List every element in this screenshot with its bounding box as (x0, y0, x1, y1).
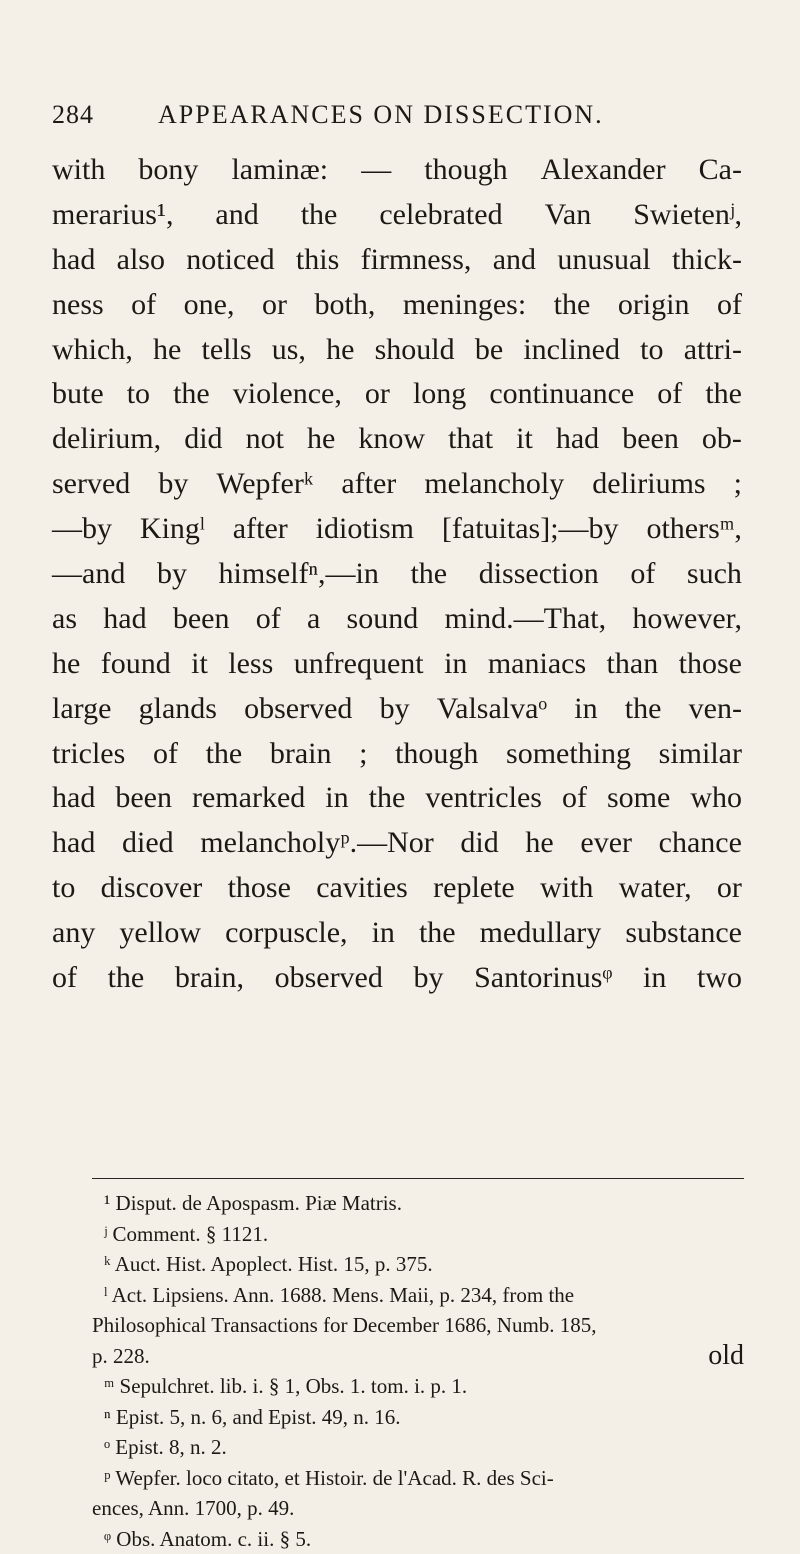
word: after (341, 462, 396, 507)
word: in (444, 642, 467, 687)
footnote: ᵒ Epist. 8, n. 2. (92, 1432, 744, 1463)
word: some (607, 776, 670, 821)
word: ; (734, 462, 742, 507)
body-line (52, 328, 742, 373)
word: observed (244, 687, 352, 732)
word: this (296, 238, 339, 283)
word: mind.—That, (444, 597, 606, 642)
word: celebrated (379, 193, 502, 238)
word: sound (347, 597, 419, 642)
footnotes (92, 1188, 744, 1554)
word: ob- (702, 417, 742, 462)
word: deliriums (592, 462, 705, 507)
footnote: ¹ Disput. de Apospasm. Piæ Matris. (92, 1188, 744, 1219)
word: water, (619, 866, 692, 911)
word: Santorinusᵠ (474, 956, 612, 1001)
word: any (52, 911, 95, 956)
word: tricles (52, 732, 125, 777)
word: the (554, 283, 591, 328)
word: —and (52, 552, 125, 597)
word: to (127, 372, 150, 417)
word: the (301, 193, 338, 238)
word: continuance (489, 372, 634, 417)
word: he (326, 328, 354, 373)
word: it (516, 417, 533, 462)
word: melancholy (424, 462, 564, 507)
word: dissection (479, 552, 599, 597)
word: and (493, 238, 536, 283)
word: those (228, 866, 291, 911)
word: he (307, 417, 335, 462)
word: violence, (233, 372, 342, 417)
word: the (206, 732, 243, 777)
footnote: ᵏ Auct. Hist. Apoplect. Hist. 15, p. 375. (92, 1249, 744, 1280)
word: glands (139, 687, 217, 732)
word: had (103, 597, 146, 642)
word: the (410, 552, 447, 597)
word: large (52, 687, 111, 732)
word: Van (545, 193, 592, 238)
word: he (52, 642, 80, 687)
word: the (419, 911, 456, 956)
body-line (52, 552, 742, 597)
word: had (556, 417, 599, 462)
word: such (687, 552, 742, 597)
body-line (52, 911, 742, 956)
word: brain, (175, 956, 244, 1001)
word: Valsalvaᵒ (437, 687, 547, 732)
body-line (52, 193, 742, 238)
word: of (256, 597, 281, 642)
footnote: ˡ Act. Lipsiens. Ann. 1688. Mens. Maii, p. 234, from the (92, 1280, 744, 1311)
word: by (380, 687, 410, 732)
word: —by (52, 507, 112, 552)
word: in (643, 956, 666, 1001)
word: something (506, 732, 631, 777)
word: one, (184, 283, 235, 328)
word: replete (433, 866, 515, 911)
word: also (117, 238, 165, 283)
word: thick- (672, 238, 742, 283)
word: Wepferᵏ (216, 462, 313, 507)
page-number: 284 (52, 100, 100, 130)
word: attri- (684, 328, 742, 373)
word: the (173, 372, 210, 417)
word: long (413, 372, 466, 417)
word: tells (202, 328, 252, 373)
word: of (717, 283, 742, 328)
word: Swietenʲ, (633, 193, 742, 238)
word: be (475, 328, 503, 373)
body-line (52, 238, 742, 283)
word: by (157, 552, 187, 597)
word: ever (580, 821, 632, 866)
word: of (630, 552, 655, 597)
word: it (191, 642, 208, 687)
word: the (108, 956, 145, 1001)
word: that (448, 417, 493, 462)
word: Alexander (541, 148, 666, 193)
word: or (365, 372, 390, 417)
word: who (690, 776, 742, 821)
word: maniacs (488, 642, 586, 687)
body-line (52, 776, 742, 821)
word: delirium, (52, 417, 161, 462)
word: laminæ: (231, 148, 328, 193)
word: ; (359, 732, 367, 777)
word: as (52, 597, 77, 642)
word: had (52, 821, 95, 866)
word: had (52, 238, 95, 283)
word: yellow (119, 911, 201, 956)
word: of (657, 372, 682, 417)
body-line (52, 687, 742, 732)
word: noticed (186, 238, 274, 283)
word: idiotism (316, 507, 414, 552)
word: though (424, 148, 507, 193)
word: less (228, 642, 273, 687)
footnote-continuation: Philosophical Transactions for December 1686, Numb. 185, (92, 1310, 744, 1341)
word: melancholyᵖ.—Nor (200, 821, 433, 866)
word: he (525, 821, 553, 866)
word: similar (659, 732, 742, 777)
word: found (101, 642, 171, 687)
word: however, (632, 597, 742, 642)
word: the (625, 687, 662, 732)
word: firmness, (361, 238, 472, 283)
word: should (375, 328, 455, 373)
body-line (52, 283, 742, 328)
body-line (52, 732, 742, 777)
word: had (52, 776, 95, 821)
word: merarius¹, (52, 193, 173, 238)
word: us, (272, 328, 306, 373)
word: been (115, 776, 172, 821)
word: of (131, 283, 156, 328)
word: himselfⁿ,—in (219, 552, 379, 597)
word: served (52, 462, 130, 507)
body-line (52, 417, 742, 462)
word: those (679, 642, 742, 687)
footnote: ⁿ Epist. 5, n. 6, and Epist. 49, n. 16. (92, 1402, 744, 1433)
word: [fatuitas];—by (442, 507, 619, 552)
body-line (52, 821, 742, 866)
word: ventricles (425, 776, 542, 821)
word: with (540, 866, 593, 911)
word: two (697, 956, 742, 1001)
body-line (52, 462, 742, 507)
footnote: ᵠ Obs. Anatom. c. ii. § 5. (92, 1524, 744, 1554)
word: othersᵐ, (646, 507, 741, 552)
word: not (246, 417, 284, 462)
footnote-rule (92, 1178, 744, 1179)
word: ven- (689, 687, 742, 732)
word: been (173, 597, 230, 642)
word: origin (618, 283, 690, 328)
word: ness (52, 283, 104, 328)
word: both, (315, 283, 376, 328)
word: than (607, 642, 659, 687)
body-line (52, 507, 742, 552)
body-line (52, 956, 742, 1001)
word: discover (101, 866, 203, 911)
word: in (574, 687, 597, 732)
footnote: ʲ Comment. § 1121. (92, 1219, 744, 1250)
word: meninges: (403, 283, 526, 328)
body-line (52, 148, 742, 193)
body-line (52, 642, 742, 687)
word: which, (52, 328, 133, 373)
word: remarked (192, 776, 305, 821)
word: chance (659, 821, 742, 866)
word: did (184, 417, 222, 462)
word: by (413, 956, 443, 1001)
word: a (307, 597, 320, 642)
word: medullary (480, 911, 602, 956)
word: of (52, 956, 77, 1001)
word: in (325, 776, 348, 821)
body-text (52, 148, 742, 1001)
catchword: old (708, 1340, 744, 1372)
body-line (52, 866, 742, 911)
footnote-continuation: p. 228. (92, 1341, 744, 1372)
word: or (717, 866, 742, 911)
word: to (640, 328, 663, 373)
word: or (262, 283, 287, 328)
body-line (52, 597, 742, 642)
word: been (622, 417, 679, 462)
word: of (562, 776, 587, 821)
word: bony (138, 148, 198, 193)
word: to (52, 866, 75, 911)
word: observed (275, 956, 383, 1001)
word: died (122, 821, 174, 866)
word: substance (625, 911, 742, 956)
word: bute (52, 372, 104, 417)
word: did (460, 821, 498, 866)
word: in (372, 911, 395, 956)
word: with (52, 148, 105, 193)
word: unfrequent (294, 642, 424, 687)
word: know (358, 417, 425, 462)
footnote: ᵖ Wepfer. loco citato, et Histoir. de l'Acad. R. des Sci- (92, 1463, 744, 1494)
word: unusual (557, 238, 650, 283)
word: Kingˡ (140, 507, 205, 552)
word: after (233, 507, 288, 552)
word: he (153, 328, 181, 373)
word: of (153, 732, 178, 777)
word: the (705, 372, 742, 417)
word: though (395, 732, 478, 777)
word: brain (270, 732, 332, 777)
running-head (52, 100, 604, 130)
word: — (361, 148, 391, 193)
word: cavities (316, 866, 408, 911)
word: corpuscle, (225, 911, 347, 956)
word: Ca- (699, 148, 742, 193)
body-line (52, 372, 742, 417)
word: inclined (523, 328, 620, 373)
footnote-continuation: ences, Ann. 1700, p. 49. (92, 1493, 744, 1524)
footnote: ᵐ Sepulchret. lib. i. § 1, Obs. 1. tom. i. p. 1. (92, 1371, 744, 1402)
word: the (369, 776, 406, 821)
word: and (215, 193, 258, 238)
word: by (158, 462, 188, 507)
running-title: APPEARANCES ON DISSECTION. (158, 100, 604, 130)
